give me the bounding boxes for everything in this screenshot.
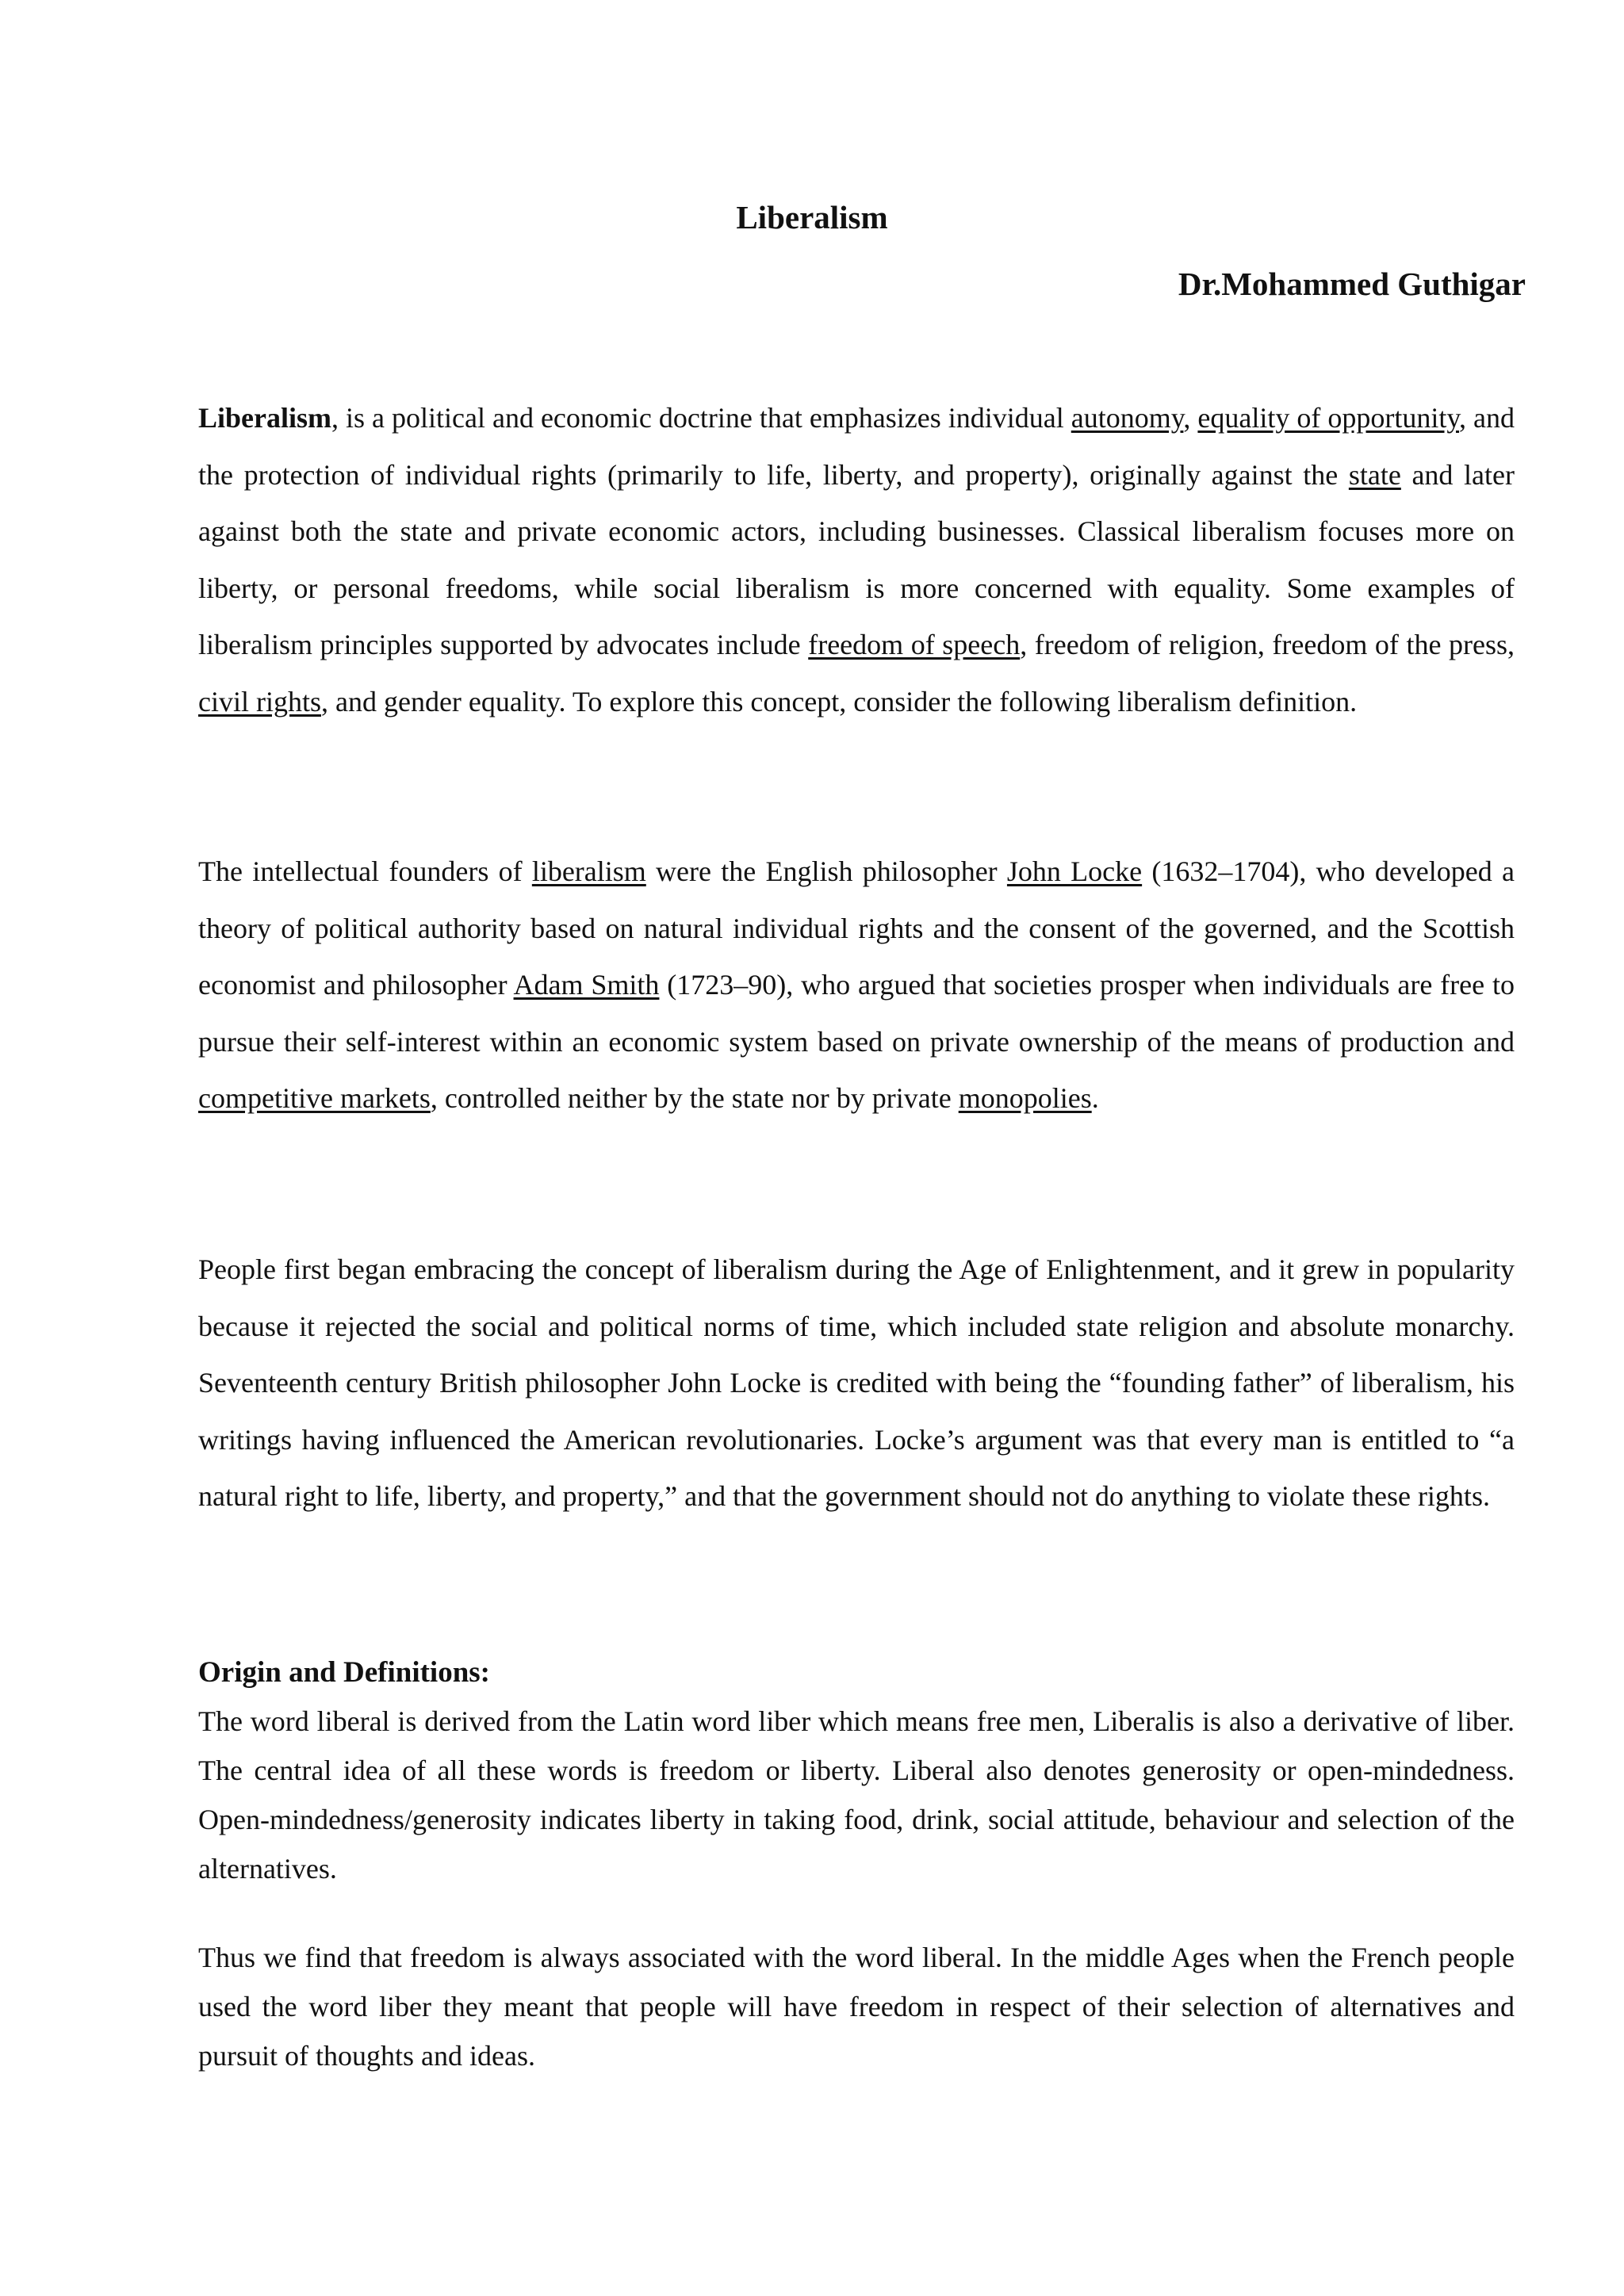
text-span: and later against both the state and private economic actors, including businesses. Classical liberalism focuses more on liberty, or personal freedoms, while social liberalism is more concerned with equality. Some examples of liberalism principles supported by advocates include	[198, 458, 1515, 661]
text-span: (1632–1704), who developed a theory of political authority based on natural individual rights and the consent of the governed, and the Scottish economist and philosopher	[198, 855, 1515, 1001]
link-adam-smith[interactable]: Adam Smith	[513, 969, 660, 1001]
paragraph-founders	[198, 844, 1515, 1127]
link-civil-rights[interactable]: civil rights	[198, 685, 321, 718]
link-freedom-of-speech[interactable]: freedom of speech	[808, 629, 1021, 661]
paragraph-origin: The word liberal is derived from the Latin word liber which means free men, Liberalis is also a derivative of liber. The central idea of all these words is freedom or liberty. Liberal also denotes generosity or open-mindedness. Open-mindedness/generosity indicates liberty in taking food, drink, social attitude, behaviour and selection of the alternatives.	[198, 1705, 1515, 1885]
term-liberalism: Liberalism	[198, 402, 331, 434]
text-span: , and gender equality. To explore this concept, consider the following liberalism definition.	[321, 685, 1358, 718]
text-span: The intellectual founders of	[198, 855, 532, 887]
link-equality-of-opportunity[interactable]: equality of opportunity	[1197, 402, 1460, 434]
text-span: .	[1091, 1082, 1099, 1115]
document-title: Liberalism	[736, 199, 888, 235]
author-name: Dr.Mohammed Guthigar	[1178, 266, 1526, 302]
link-autonomy[interactable]: autonomy	[1071, 402, 1184, 434]
text-span: , and the protection of individual rights (primarily to life, liberty, and property), originally against the	[198, 402, 1515, 491]
text-span: , is a political and economic doctrine that emphasizes individual	[331, 402, 1071, 434]
link-john-locke[interactable]: John Locke	[1006, 855, 1143, 887]
link-liberalism[interactable]: liberalism	[531, 855, 646, 887]
paragraph-enlightenment: People first began embracing the concept of liberalism during the Age of Enlightenment, and it grew in popularity because it rejected the social and political norms of time, which included state religion and absolute monarchy. Seventeenth century British philosopher John Locke is credited with being the “founding father” of liberalism, his writings having influenced the American revolutionaries. Locke’s argument was that every man is entitled to “a natural right to life, liberty, and property,” and that the government should not do anything to violate these rights.	[198, 1253, 1515, 1513]
section-heading-origin: Origin and Definitions:	[198, 1656, 490, 1689]
text-span: , freedom of religion, freedom of the press,	[1020, 629, 1515, 661]
text-span: ,	[1183, 402, 1198, 434]
paragraph-definition	[198, 390, 1515, 731]
text-span: (1723–90), who argued that societies prosper when individuals are free to pursue their self-interest within an economic system based on private ownership of the means of production and	[198, 969, 1515, 1058]
link-monopolies[interactable]: monopolies	[958, 1082, 1092, 1115]
paragraph-freedom: Thus we find that freedom is always associated with the word liberal. In the middle Ages when the French people used the word liber they meant that people will have freedom in respect of their selection of alternatives and pursuit of thoughts and ideas.	[198, 1942, 1515, 2072]
text-span: , controlled neither by the state nor by private	[430, 1082, 959, 1115]
link-competitive-markets[interactable]: competitive markets	[198, 1082, 431, 1115]
text-span: were the English philosopher	[645, 855, 1007, 887]
link-state[interactable]: state	[1348, 458, 1401, 491]
